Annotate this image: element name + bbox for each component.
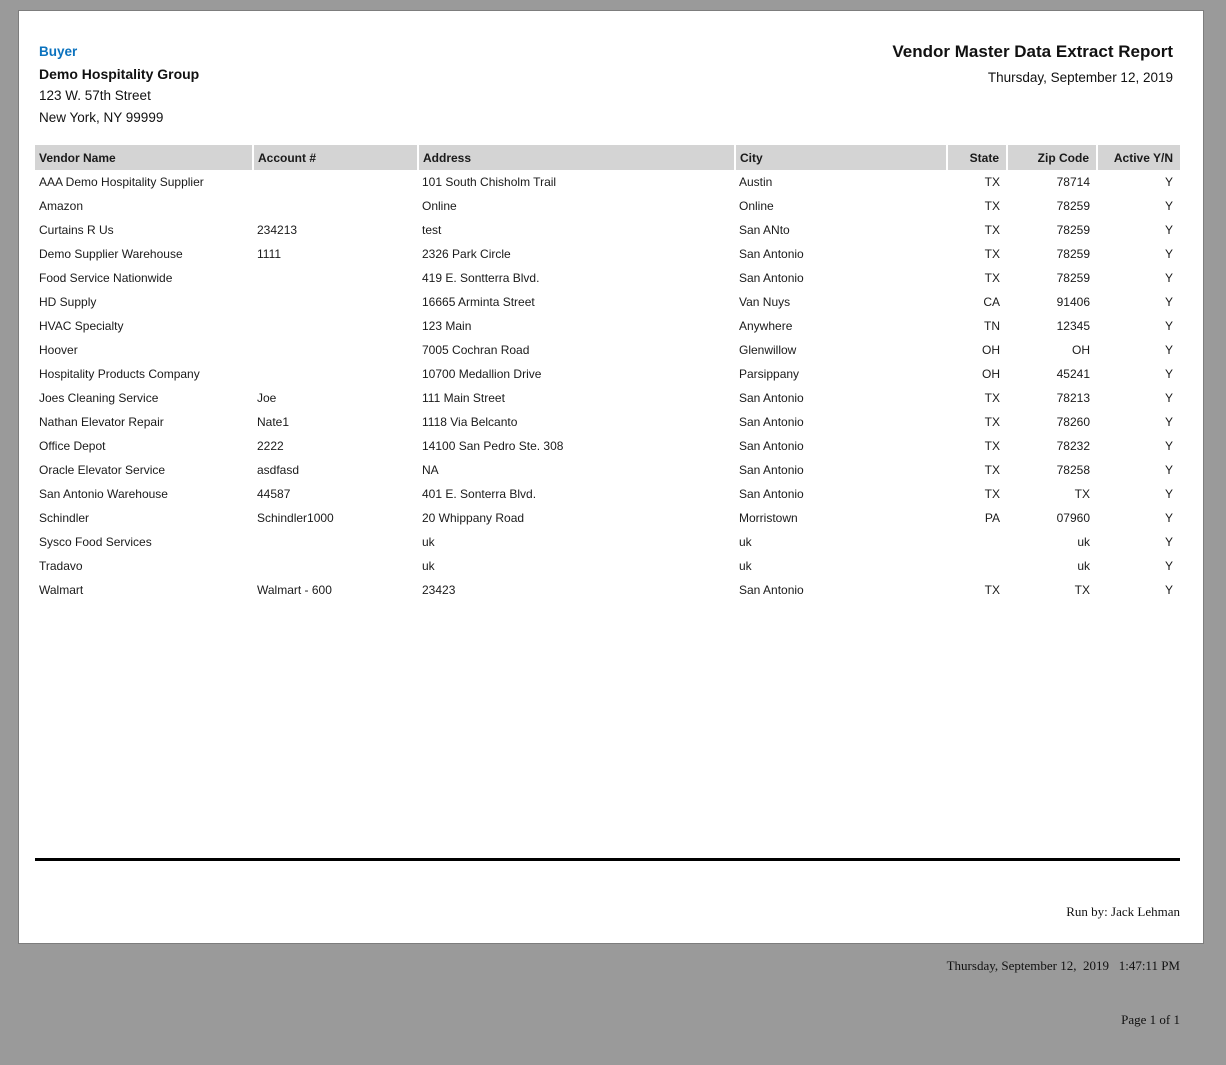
table-cell: TX [984, 439, 1000, 453]
table-cell: San Antonio [739, 439, 804, 453]
table-cell: uk [422, 559, 435, 573]
footer-page-number: Page 1 of 1 [1121, 1012, 1180, 1027]
table-cell: Morristown [739, 511, 798, 525]
table-cell: 78213 [1056, 391, 1090, 405]
table-cell [253, 338, 418, 362]
table-cell: 78232 [1056, 439, 1090, 453]
table-cell: 78258 [1056, 463, 1090, 477]
table-cell [253, 362, 418, 386]
table-cell: 20 Whippany Road [422, 511, 525, 525]
table-row [35, 290, 1180, 314]
table-cell: Parsippany [739, 367, 800, 381]
table-cell: TX [984, 271, 1000, 285]
table-cell: TX [984, 463, 1000, 477]
table-cell: 78259 [1056, 199, 1090, 213]
table-row [35, 314, 1180, 338]
table-cell: 23423 [422, 583, 456, 597]
footer-divider [35, 858, 1180, 861]
table-cell: Hospitality Products Company [39, 367, 200, 381]
address-line-1: 123 W. 57th Street [39, 88, 151, 103]
table-row [35, 194, 1180, 218]
table-cell: San Antonio [739, 247, 804, 261]
table-cell: Glenwillow [739, 343, 797, 357]
table-cell [947, 530, 1007, 554]
report-footer [947, 867, 1180, 1065]
table-cell: 101 South Chisholm Trail [422, 175, 557, 189]
table-cell: Y [1164, 223, 1173, 237]
column-header: Zip Code [1007, 145, 1097, 170]
table-cell: 419 E. Sontterra Blvd. [422, 271, 540, 285]
table-cell: Nathan Elevator Repair [39, 415, 164, 429]
table-row [35, 170, 1180, 194]
table-cell: Online [739, 199, 774, 213]
table-cell: 2326 Park Circle [422, 247, 511, 261]
company-name: Demo Hospitality Group [39, 66, 200, 82]
table-cell: Curtains R Us [39, 223, 114, 237]
table-cell: San Antonio [739, 583, 804, 597]
column-header: Vendor Name [35, 145, 253, 170]
table-cell: San ANto [739, 223, 790, 237]
table-cell: CA [983, 295, 1000, 309]
footer-run-by: Run by: Jack Lehman [1066, 904, 1180, 919]
table-row [35, 506, 1180, 530]
table-cell: Van Nuys [739, 295, 791, 309]
table-cell: Demo Supplier Warehouse [39, 247, 183, 261]
table-row [35, 554, 1180, 578]
buyer-label: Buyer [39, 44, 78, 59]
table-cell: Food Service Nationwide [39, 271, 173, 285]
report-date: Thursday, September 12, 2019 [987, 70, 1173, 85]
column-header: Address [418, 145, 735, 170]
table-row [35, 434, 1180, 458]
table-cell [253, 530, 418, 554]
table-cell: uk [422, 535, 435, 549]
table-cell: 1111 [257, 247, 282, 261]
table-cell: 234213 [257, 223, 298, 237]
report-title: Vendor Master Data Extract Report [892, 42, 1173, 61]
table-cell: 78259 [1056, 247, 1090, 261]
table-cell: Y [1164, 271, 1173, 285]
table-cell: 7005 Cochran Road [422, 343, 530, 357]
buyer-address-block [39, 41, 199, 129]
table-cell [253, 290, 418, 314]
table-row [35, 578, 1180, 602]
table-row [35, 362, 1180, 386]
table-cell: TX [984, 199, 1000, 213]
table-cell: OH [982, 367, 1000, 381]
table-cell: Schindler [39, 511, 90, 525]
table-cell: San Antonio Warehouse [39, 487, 168, 501]
table-cell: Y [1164, 583, 1173, 597]
vendor-table-container [35, 145, 1180, 602]
table-cell: San Antonio [739, 271, 804, 285]
table-row [35, 482, 1180, 506]
table-cell: PA [984, 511, 1000, 525]
table-row [35, 266, 1180, 290]
table-cell: AAA Demo Hospitality Supplier [39, 175, 204, 189]
table-cell: Y [1164, 415, 1173, 429]
table-cell [253, 170, 418, 194]
table-cell: TX [984, 415, 1000, 429]
table-row [35, 242, 1180, 266]
table-cell: Y [1164, 511, 1173, 525]
table-cell: TX [984, 391, 1000, 405]
table-row [35, 338, 1180, 362]
table-cell [947, 554, 1007, 578]
table-cell: San Antonio [739, 487, 804, 501]
column-header: City [735, 145, 947, 170]
table-cell: Y [1164, 247, 1173, 261]
table-cell [253, 314, 418, 338]
table-cell: 16665 Arminta Street [422, 295, 535, 309]
table-cell: 78259 [1056, 271, 1090, 285]
table-cell: 10700 Medallion Drive [422, 367, 542, 381]
table-cell: Joe [257, 391, 277, 405]
table-cell: 123 Main [422, 319, 472, 333]
table-cell: 78260 [1056, 415, 1090, 429]
table-cell: 07960 [1056, 511, 1090, 525]
table-cell: 14100 San Pedro Ste. 308 [422, 439, 564, 453]
table-cell: 44587 [257, 487, 291, 501]
column-header: Account # [253, 145, 418, 170]
table-cell: OH [982, 343, 1000, 357]
table-cell: HD Supply [39, 295, 97, 309]
table-row [35, 218, 1180, 242]
table-cell: Y [1164, 295, 1173, 309]
table-cell: Y [1164, 343, 1173, 357]
table-header-row [35, 145, 1180, 170]
table-cell: 78259 [1056, 223, 1090, 237]
table-cell: OH [1072, 343, 1090, 357]
table-cell: Walmart - 600 [257, 583, 332, 597]
table-cell: Y [1164, 487, 1173, 501]
table-cell: 45241 [1056, 367, 1090, 381]
table-cell: Nate1 [257, 415, 290, 429]
table-cell [253, 194, 418, 218]
table-cell: Y [1164, 367, 1173, 381]
table-cell: Y [1164, 535, 1173, 549]
table-cell: 12345 [1056, 319, 1090, 333]
report-page [18, 10, 1204, 1027]
table-cell: asdfasd [257, 463, 300, 477]
table-cell: Walmart [39, 583, 84, 597]
table-cell: Y [1164, 439, 1173, 453]
table-cell: TX [984, 247, 1000, 261]
table-cell: TX [984, 223, 1000, 237]
column-header: State [947, 145, 1007, 170]
table-cell: TX [984, 583, 1000, 597]
table-cell: Y [1164, 463, 1173, 477]
table-cell: uk [739, 559, 752, 573]
table-row [35, 386, 1180, 410]
table-cell: uk [739, 535, 752, 549]
table-cell: San Antonio [739, 463, 804, 477]
table-cell: TN [984, 319, 1000, 333]
table-row [35, 530, 1180, 554]
table-cell [253, 266, 418, 290]
table-cell: 91406 [1056, 295, 1090, 309]
vendor-table [35, 145, 1180, 602]
table-cell: Y [1164, 319, 1173, 333]
table-cell: Y [1164, 559, 1173, 573]
table-cell: 401 E. Sonterra Blvd. [422, 487, 537, 501]
table-cell: HVAC Specialty [39, 319, 124, 333]
table-cell: Office Depot [39, 439, 106, 453]
table-cell: TX [1074, 487, 1090, 501]
table-cell: Y [1164, 199, 1173, 213]
table-cell: Tradavo [39, 559, 83, 573]
table-cell: Amazon [39, 199, 84, 213]
table-cell: TX [1074, 583, 1090, 597]
table-cell: San Antonio [739, 415, 804, 429]
table-cell: Anywhere [739, 319, 793, 333]
table-cell: Hoover [39, 343, 78, 357]
table-cell: Online [422, 199, 457, 213]
footer-run-datetime: Thursday, September 12, 2019 1:47:11 PM [946, 958, 1180, 973]
table-cell: Schindler1000 [257, 511, 334, 525]
table-cell: 111 Main Street [422, 391, 505, 405]
table-cell: Oracle Elevator Service [39, 463, 166, 477]
table-cell: TX [984, 175, 1000, 189]
table-cell: uk [1077, 559, 1090, 573]
table-cell: NA [422, 463, 439, 477]
table-cell: 2222 [257, 439, 284, 453]
table-cell: Y [1164, 391, 1173, 405]
address-line-2: New York, NY 99999 [39, 110, 164, 125]
table-cell [253, 554, 418, 578]
table-row [35, 410, 1180, 434]
table-cell: San Antonio [739, 391, 804, 405]
column-header: Active Y/N [1097, 145, 1180, 170]
table-cell: Sysco Food Services [39, 535, 152, 549]
table-cell: Austin [739, 175, 773, 189]
table-cell: 1118 Via Belcanto [422, 415, 518, 429]
table-cell: Joes Cleaning Service [39, 391, 159, 405]
table-cell: Y [1164, 175, 1173, 189]
table-cell: 78714 [1056, 175, 1090, 189]
table-cell: uk [1077, 535, 1090, 549]
table-cell: test [422, 223, 442, 237]
table-cell: TX [984, 487, 1000, 501]
report-title-block [892, 42, 1173, 85]
table-row [35, 458, 1180, 482]
